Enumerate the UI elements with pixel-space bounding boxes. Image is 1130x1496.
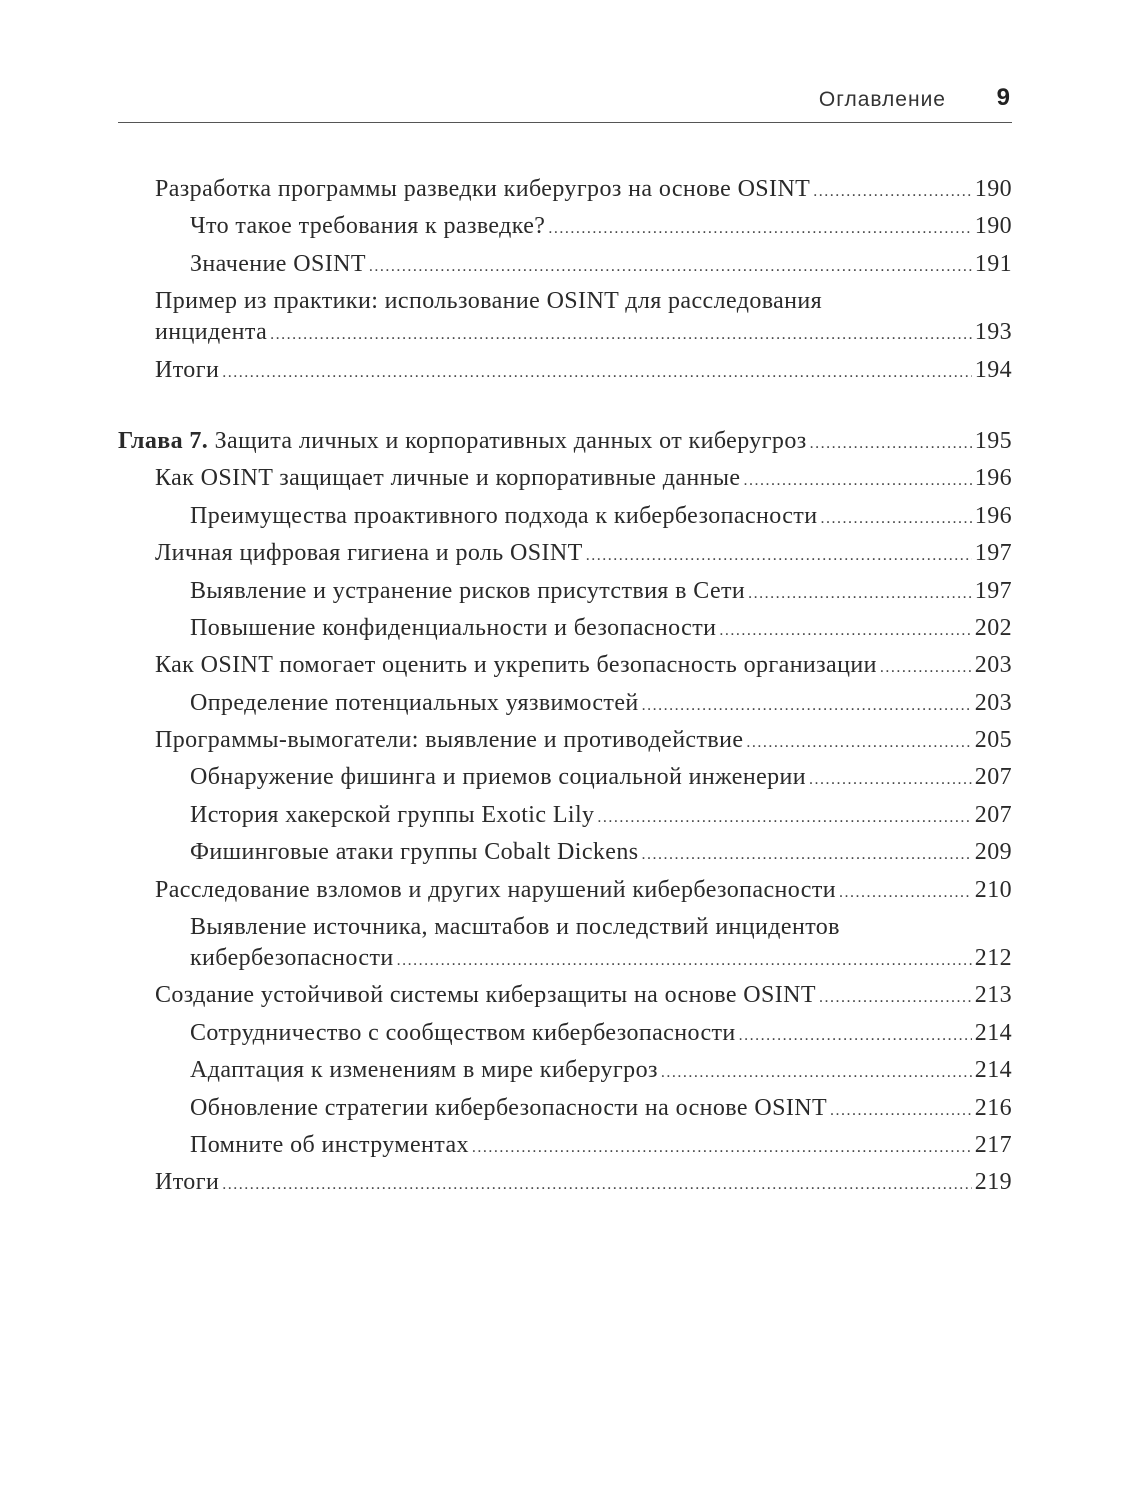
toc-entry[interactable]: [118, 839, 1012, 876]
page-number: 9: [996, 84, 1010, 111]
toc-entry-title: Помните об инструментах: [190, 1131, 469, 1158]
toc-entry[interactable]: [118, 764, 1012, 801]
toc-entry-title: Что такое требования к разведке?: [190, 213, 546, 240]
toc-entry[interactable]: [118, 319, 1012, 356]
chapter-title: Защита личных и корпоративных данных от киберугроз: [214, 427, 807, 454]
toc-entry-title-continued: инцидента: [155, 319, 268, 346]
toc-entry-page: 191: [974, 250, 1012, 277]
dot-leader: [222, 364, 972, 382]
toc-entry-title: Создание устойчивой системы киберзащиты на основе OSINT: [155, 982, 816, 1009]
dot-leader: [270, 326, 972, 344]
toc-entry[interactable]: [118, 1095, 1012, 1132]
toc-entry[interactable]: [118, 213, 1012, 250]
toc-entry[interactable]: [118, 615, 1012, 652]
toc-entry[interactable]: [118, 251, 1012, 288]
toc-entry-title: Итоги: [155, 356, 220, 383]
dot-leader: [880, 659, 972, 677]
toc-entry-title: Обновление стратегии кибербезопасности на основе OSINT: [190, 1094, 828, 1121]
toc-entry[interactable]: [118, 802, 1012, 839]
dot-leader: [743, 472, 971, 490]
toc-entry-page: 202: [974, 614, 1012, 641]
toc-entry-title: Фишинговые атаки группы Cobalt Dickens: [190, 839, 639, 866]
toc-chapter[interactable]: [118, 428, 1012, 465]
dot-leader: [661, 1064, 972, 1082]
toc-entry-page: 203: [974, 689, 1012, 716]
toc-entry-title: Разработка программы разведки киберугроз на основе OSINT: [155, 176, 811, 202]
toc-entry-page: 216: [974, 1094, 1012, 1121]
toc-entry-title: Итоги: [155, 1169, 220, 1196]
toc-entry-page: 207: [974, 801, 1012, 828]
toc-entry-title: Пример из практики: использование OSINT для расследования: [155, 288, 823, 315]
running-header: [118, 84, 1012, 123]
toc-entry-title: Как OSINT помогает оценить и укрепить безопасность организации: [155, 652, 877, 679]
toc-entry-title: Повышение конфиденциальности и безопасности: [190, 614, 717, 641]
toc-entry[interactable]: [118, 690, 1012, 727]
toc-entry[interactable]: [118, 652, 1012, 689]
dot-leader: [641, 846, 971, 864]
toc-entry-page: 217: [974, 1131, 1012, 1158]
toc-entry-title: Программы-вымогатели: выявление и противодействие: [155, 727, 744, 754]
toc-entry[interactable]: [118, 877, 1012, 914]
chapter-label: Глава 7.: [118, 427, 209, 454]
dot-leader: [839, 884, 972, 902]
toc-entry-title: Сотрудничество с сообществом кибербезопасности: [190, 1019, 736, 1046]
toc-entry[interactable]: [118, 727, 1012, 764]
toc-entry-title-continued: кибербезопасности: [190, 945, 394, 972]
toc-entry-line[interactable]: [118, 914, 1012, 945]
toc-entry-page: 190: [974, 213, 1012, 240]
toc-entry-title: Адаптация к изменениям в мире киберугроз: [190, 1057, 658, 1084]
toc-entry-page: 210: [974, 876, 1012, 903]
dot-leader: [739, 1027, 972, 1045]
toc-entry-page: 214: [974, 1019, 1012, 1046]
toc-entry[interactable]: [118, 578, 1012, 615]
toc-entry-line[interactable]: [118, 288, 1012, 319]
toc-entry-page: 207: [974, 764, 1012, 791]
dot-leader: [597, 809, 971, 827]
toc-entry-title: Выявление источника, масштабов и последствий инцидентов: [190, 914, 840, 941]
dot-leader: [586, 547, 972, 565]
toc-entry-title: Выявление и устранение рисков присутствия в Сети: [190, 577, 746, 604]
toc-entry[interactable]: [118, 945, 1012, 982]
dot-leader: [810, 435, 972, 453]
toc-entry[interactable]: [118, 503, 1012, 540]
toc-entry-title: История хакерской группы Exotic Lily: [190, 801, 595, 828]
header-title: Оглавление: [818, 88, 946, 111]
toc-entry-page: 190: [974, 176, 1012, 202]
dot-leader: [472, 1139, 972, 1157]
toc-entry-page: 197: [974, 540, 1012, 567]
dot-leader: [642, 697, 972, 715]
toc-entry-title: [118, 428, 807, 455]
toc-entry-page: 193: [974, 319, 1012, 346]
dot-leader: [397, 952, 972, 970]
toc-entry-page: 197: [974, 577, 1012, 604]
toc-entry-title: Обнаружение фишинга и приемов социальной инженерии: [190, 764, 807, 791]
toc-entry-page: 195: [974, 427, 1012, 454]
dot-leader: [748, 585, 972, 603]
dot-leader: [809, 771, 972, 789]
toc-entry-page: 213: [974, 982, 1012, 1009]
toc-entry-page: 219: [974, 1169, 1012, 1196]
dot-leader: [819, 989, 972, 1007]
toc-entry-page: 194: [974, 356, 1012, 383]
dot-leader: [222, 1176, 972, 1194]
toc-entry-title: Личная цифровая гигиена и роль OSINT: [155, 540, 583, 567]
dot-leader: [548, 220, 971, 238]
toc-entry-page: 212: [974, 945, 1012, 972]
dot-leader: [746, 734, 971, 752]
chapter-spacer: [118, 394, 1012, 428]
toc-entry[interactable]: [118, 1132, 1012, 1169]
dot-leader: [369, 258, 972, 276]
toc-entry[interactable]: [118, 465, 1012, 502]
dot-leader: [830, 1102, 972, 1120]
toc-entry[interactable]: [118, 982, 1012, 1019]
toc-entry[interactable]: [118, 1020, 1012, 1057]
toc-entry-page: 214: [974, 1057, 1012, 1084]
toc-entry[interactable]: [118, 1169, 1012, 1206]
dot-leader: [813, 183, 972, 201]
toc-entry-page: 209: [974, 839, 1012, 866]
toc-entry[interactable]: [118, 1057, 1012, 1094]
dot-leader: [820, 510, 971, 528]
toc-entry-page: 205: [974, 727, 1012, 754]
toc-entry-title: Как OSINT защищает личные и корпоративные данные: [155, 465, 741, 492]
toc-entry-page: 196: [974, 502, 1012, 529]
toc-entry-title: Определение потенциальных уязвимостей: [190, 689, 639, 716]
toc-entry[interactable]: [118, 357, 1012, 394]
toc-entry-title: Значение OSINT: [190, 250, 366, 277]
toc-entry-title: Расследование взломов и других нарушений кибербезопасности: [155, 876, 836, 903]
toc-entry[interactable]: [118, 540, 1012, 577]
toc-entry-page: 203: [974, 652, 1012, 679]
table-of-contents: [118, 176, 1012, 1207]
toc-entry-title: Преимущества проактивного подхода к кибербезопасности: [190, 502, 818, 529]
toc-entry[interactable]: [118, 176, 1012, 213]
dot-leader: [719, 622, 971, 640]
toc-entry-page: 196: [974, 465, 1012, 492]
